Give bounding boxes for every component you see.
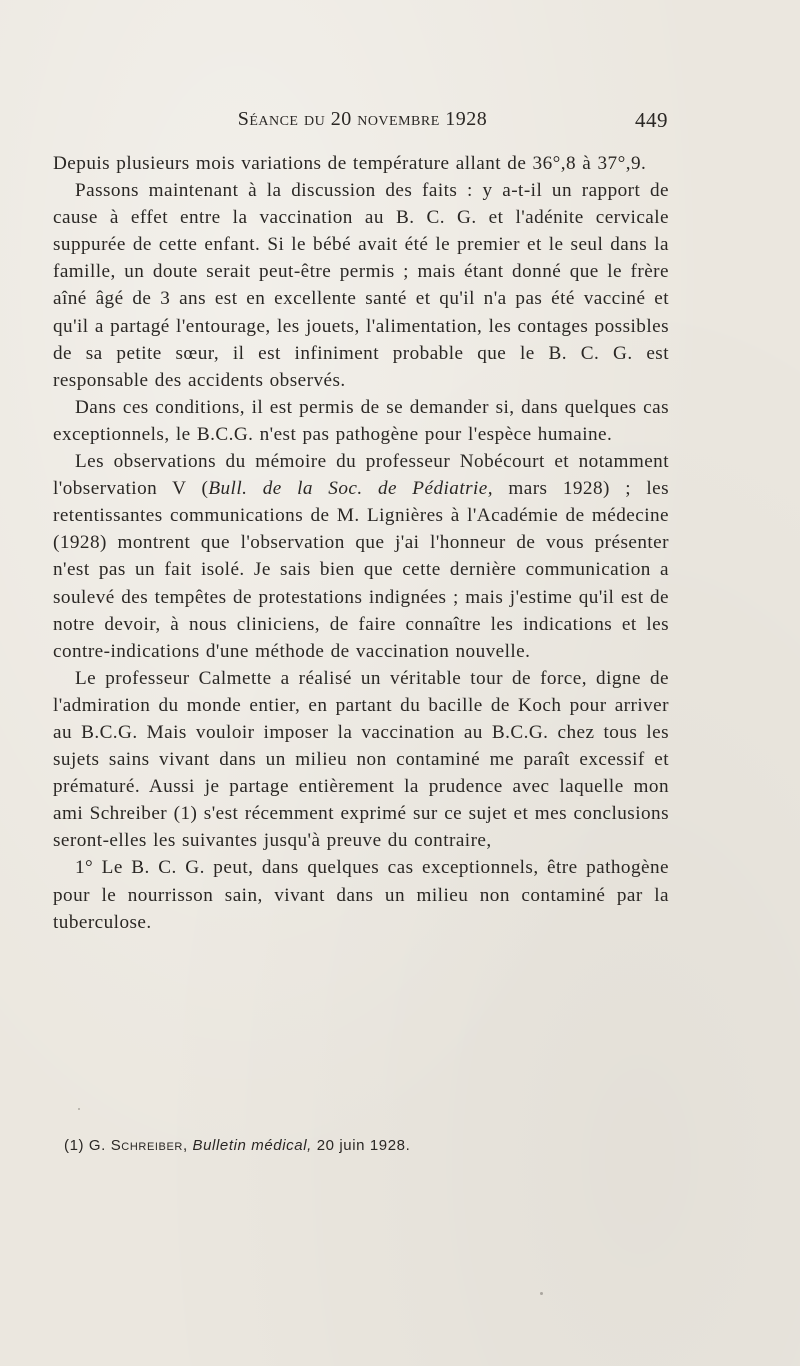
paragraph-conditions: Dans ces conditions, il est permis de se demander si, dans quelques cas exceptionnels, le B.C.G. n'est pas pathogène pour l'espèce humaine. [53, 396, 669, 445]
page-header [57, 108, 668, 138]
paper-speck [540, 1292, 543, 1295]
paragraph-discussion: Passons maintenant à la discussion des faits : y a-t-il un rapport de cause à effet entre la vaccination au B. C. G. et l'adénite cervicale suppurée de cette enfant. Si le bébé avait été le premier et le seul dans la famille, un doute serait peut-être permis ; mais étant donné que le frère aîné âgé de 3 ans est en excellente santé et qu'il n'a pas été vacciné et qu'il a partagé l'entourage, les jouets, l'alimentation, les contages possibles de sa petite sœur, il est infiniment probable que le B. C. G. est responsable des accidents observés. [53, 180, 669, 391]
footnote-marker: (1) G. [64, 1137, 111, 1154]
running-head: Séance du 20 novembre 1928 [237, 108, 488, 130]
paragraph-observations [53, 448, 669, 665]
body-text [53, 150, 669, 936]
page-number: 449 [635, 108, 668, 132]
footnote-journal: Bulletin médical, [192, 1137, 312, 1154]
paper-speck [78, 1108, 80, 1110]
paper-speck [398, 542, 400, 544]
footnote-author: Schreiber, [110, 1137, 188, 1154]
paragraph-observations-end: mars 1928) ; les retentissantes communications de M. Lignières à l'Académie de médecine (1928) montrent que l'observation que j'ai l'honneur de vous présenter n'est pas un fait isolé. Je sais bien que cette dernière communication a soulevé des tempêtes de protestations indignées ; mais j'estime qu'il est de notre devoir, à nous cliniciens, de faire connaître les indications et les contre-indications d'une méthode de vaccination nouvelle. [53, 478, 670, 662]
footnote-date: 20 juin 1928. [311, 1137, 411, 1154]
footnote [64, 1137, 664, 1154]
paragraph-observations-start: Les observations du mémoire du professeur Nobécourt et notamment l'observation V ( [53, 451, 669, 500]
paragraph-temperature: Depuis plusieurs mois variations de température allant de 36°,8 à 37°,9. [53, 153, 647, 174]
paragraph-calmette: Le professeur Calmette a réalisé un véritable tour de force, digne de l'admiration du monde entier, en partant du bacille de Koch pour arriver au B.C.G. Mais vouloir imposer la vaccination au B.C.G. chez tous les sujets sains vivant dans un milieu non contaminé me paraît excessif et prématuré. Aussi je partage entièrement la prudence avec laquelle mon ami Schreiber (1) s'est récemment exprimé sur ce sujet et mes conclusions seront-elles les suivantes jusqu'à preuve du contraire, [53, 667, 669, 852]
journal-reference: Bull. de la Soc. de Pédiatrie, [208, 478, 494, 500]
paragraph-conclusion-1: 1° Le B. C. G. peut, dans quelques cas exceptionnels, être pathogène pour le nourrisson sain, vivant dans un milieu non contaminé par la tuberculose. [53, 857, 669, 933]
